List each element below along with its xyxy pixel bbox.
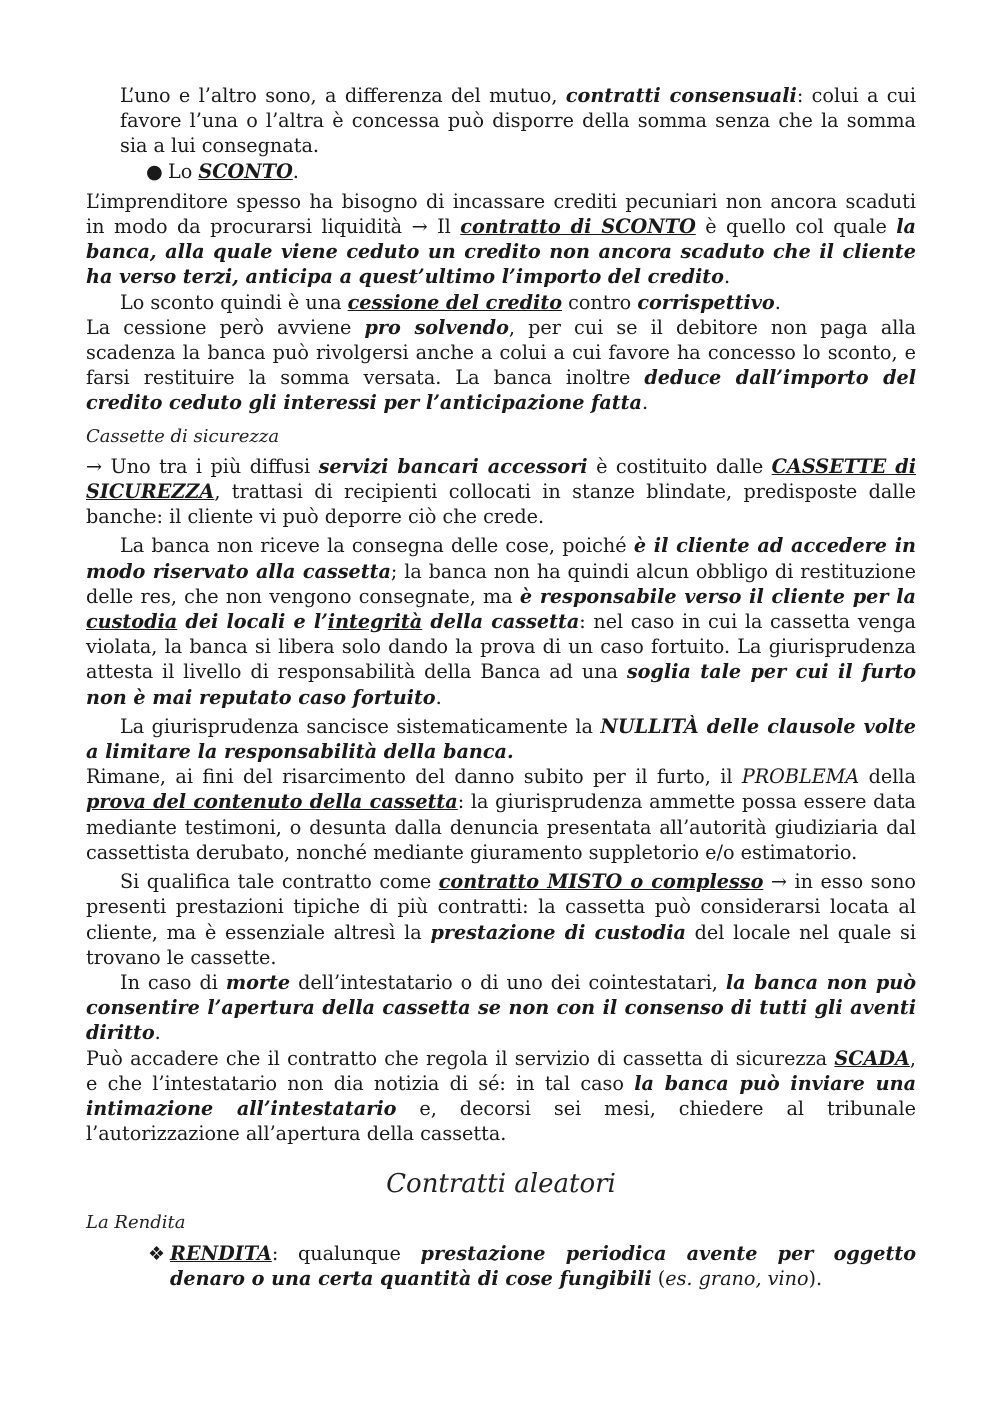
text: Lo (168, 159, 199, 183)
emphasis: contratti consensuali (565, 84, 797, 107)
text: . (154, 1021, 161, 1045)
paragraph-cassette-intro (86, 454, 916, 530)
text: La cessione però avviene (86, 315, 365, 339)
emphasis: dei locali e l’ (177, 610, 328, 634)
emphasis: è responsabile verso il cliente per la (519, 584, 916, 608)
text: ; la banca non ha quindi alcun obbligo di restituzione delle res, che non vengono consegnate, ma (86, 559, 916, 608)
text: La giurisprudenza sancisce sistematicamente la (120, 714, 601, 738)
text: Rimane, ai fini del risarcimento del danno subito per il furto, il (86, 765, 742, 789)
subheading-rendita: La Rendita (86, 1212, 186, 1234)
text: ). (808, 1266, 823, 1290)
text: è costituito dalle (587, 454, 772, 478)
emphasis: deduce dall’importo del credito ceduto gli interessi per l’anticipazione fatta (86, 366, 916, 415)
bullet-icon: ● (146, 159, 163, 183)
text: . (292, 159, 299, 183)
paragraph-responsabilita (86, 533, 916, 709)
paragraph-nullita (86, 714, 916, 764)
emphasis: CASSETTE di SICUREZZA (86, 454, 916, 504)
text: L’uno e l’altro sono, a differenza del mutuo, (120, 84, 566, 107)
text: : qualunque (271, 1241, 421, 1265)
emphasis: è il cliente ad accedere in modo riservato alla cassetta (86, 534, 916, 583)
text: dell’intestatario o di uno dei cointestatari, (290, 970, 726, 994)
emphasis: soglia tale per cui il furto non è mai reputato caso fortuito (86, 660, 916, 709)
document-page (86, 83, 916, 1291)
text: : colui a cui favore l’una o l’altra è concessa può disporre della somma senza che la somma sia a lui consegnata. (120, 84, 917, 158)
emphasis: la banca non può consentire l’apertura della cassetta se non con il consenso di tutti gli aventi diritto (86, 970, 916, 1045)
emphasis: NULLITÀ delle clausole volte a limitare la responsabilità della banca. (86, 714, 916, 764)
text: La banca non riceve la consegna delle cose, poiché (120, 534, 634, 558)
emphasis: cessione del credito (347, 290, 563, 314)
emphasis: es. grano, vino (665, 1266, 809, 1290)
text: : nel caso in cui la cassetta venga violata, la banca si libera solo dando la prova di un caso fortuito. La giurisprudenza attesta il livello di responsabilità della Banca ad una (86, 610, 916, 684)
text: Può accadere che il contratto che regola il servizio di cassetta di sicurezza (86, 1046, 835, 1070)
emphasis: della cassetta (422, 610, 580, 634)
text: , per cui se il debitore non paga alla scadenza la banca può rivolgersi anche a colui a cui favore ha concesso lo sconto, e farsi restituire la somma versata. La banca inoltre (86, 315, 916, 390)
emphasis: pro solvendo (364, 315, 509, 339)
paragraph-pro-solvendo (86, 315, 916, 416)
subheading-cassette: Cassette di sicurezza (86, 425, 280, 447)
emphasis: morte (225, 970, 291, 994)
text: Si qualifica tale contratto come (120, 870, 439, 894)
paragraph-scadenza (86, 1046, 916, 1147)
text: , trattasi di recipienti collocati in stanze blindate, predisposte dalle banche: il cliente vi può deporre ciò che crede. (86, 480, 916, 529)
emphasis: SCONTO (198, 159, 293, 183)
text: e, decorsi sei mesi, chiedere al tribunale l’autorizzazione all’apertura della cassetta. (86, 1096, 916, 1146)
text: . (435, 685, 442, 709)
emphasis: RENDITA (170, 1241, 272, 1265)
text: . (774, 290, 781, 314)
emphasis: contratto di SCONTO (460, 215, 696, 239)
emphasis: prestazione di custodia (430, 920, 686, 944)
text: contro (562, 290, 638, 314)
text: L’imprenditore spesso ha bisogno di incassare crediti pecuniari non ancora scaduti in modo da procurarsi liquidità → Il (86, 189, 916, 239)
text: . (723, 265, 731, 289)
emphasis: servizi bancari accessori (318, 454, 588, 478)
text: : la giurisprudenza ammette possa essere data mediante testimoni, o desunta dalla denuncia presentata all’autorità giudiziaria dal cassettista derubato, nonché mediante giuramento suppletorio e/o estimatorio. (86, 790, 916, 864)
paragraph-consensuali (120, 83, 916, 159)
emphasis: PROBLEMA (741, 765, 860, 789)
text: del locale nel quale si trovano le cassette. (86, 920, 916, 969)
text: è quello col quale (695, 215, 897, 239)
text: , e che l’intestatario non dia notizia di sé: in tal caso (86, 1046, 916, 1095)
emphasis: contratto MISTO o complesso (438, 870, 764, 894)
emphasis: SCADA (834, 1046, 910, 1070)
paragraph-cessione (86, 290, 916, 315)
text: ( (651, 1266, 666, 1290)
emphasis: integrità (327, 610, 423, 634)
diamond-bullet-icon: ❖ (148, 1241, 166, 1265)
text: Lo sconto quindi è una (120, 290, 348, 314)
paragraph-contratto-misto (86, 869, 916, 970)
list-item-sconto (146, 159, 916, 184)
emphasis: la banca, alla quale viene ceduto un credito non ancora scaduto che il cliente ha verso terzi, anticipa a quest’ultimo l’importo del credito (86, 215, 916, 289)
paragraph-sconto-definition (86, 189, 916, 290)
text: → Uno tra i più diffusi (86, 454, 319, 478)
text: della (859, 765, 916, 789)
section-title: Contratti aleatori (386, 1169, 616, 1200)
list-item-rendita (148, 1241, 916, 1291)
emphasis: la banca può inviare una intimazione all’intestatario (86, 1071, 916, 1120)
paragraph-morte (86, 970, 916, 1046)
emphasis: corrispettivo (637, 290, 775, 314)
paragraph-prova-contenuto (86, 764, 916, 865)
text: → in esso sono presenti prestazioni tipiche di più contratti: la cassetta può considerarsi locata al cliente, ma è essenziale altresì la (86, 870, 916, 944)
text: In caso di (120, 970, 226, 994)
emphasis: prestazione periodica avente per oggetto denaro o una certa quantità di cose fungibili (170, 1241, 916, 1290)
emphasis: custodia (86, 610, 178, 634)
emphasis: prova del contenuto della cassetta (86, 790, 458, 814)
text: . (641, 391, 649, 415)
